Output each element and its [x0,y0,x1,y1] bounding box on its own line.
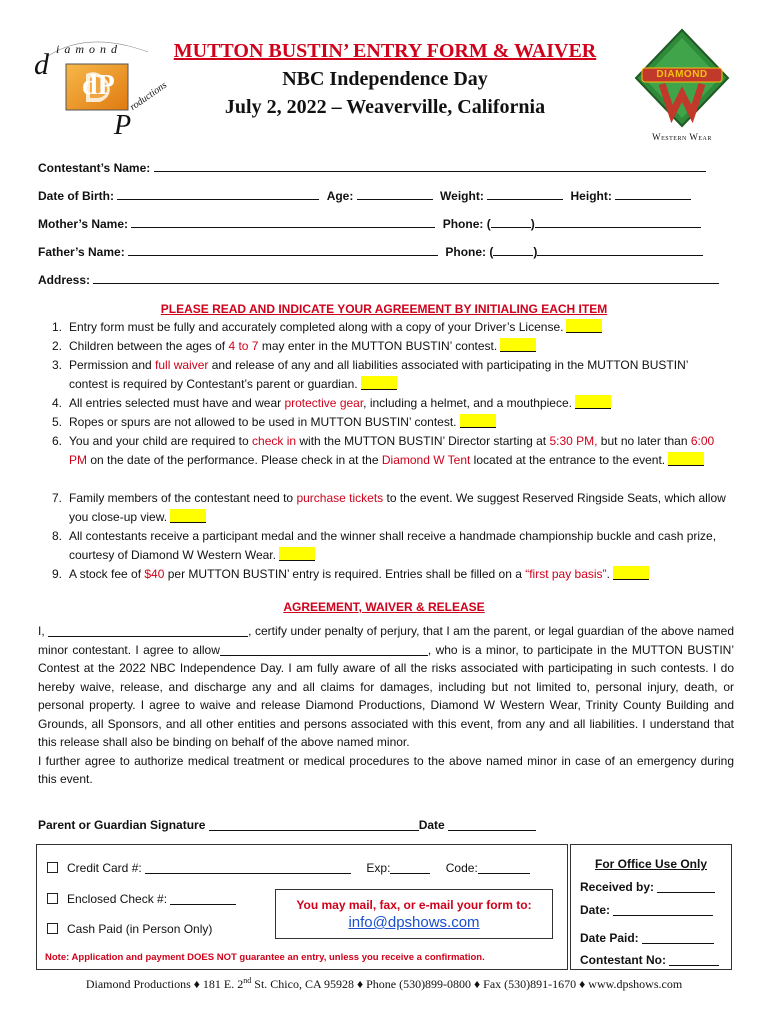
father-name-label: Father’s Name: [38,245,125,259]
list-item [38,318,730,337]
height-field[interactable] [615,188,691,200]
form-title: MUTTON BUSTIN’ ENTRY FORM & WAIVER [173,40,597,62]
item-text: on the date of the performance. Please check in at the [87,452,382,467]
exp-field[interactable] [390,861,430,874]
item-text: located at the entrance to the event. [470,452,666,467]
item-number: 7. [51,491,62,505]
list-item [38,337,730,356]
item-text: may enter in the MUTTON BUSTIN’ contest. [258,339,498,353]
item-text: Children between the ages of [69,339,229,353]
item-text: , including a helmet, and a mouthpiece. [363,396,572,410]
mother-phone-field[interactable] [535,216,701,228]
waiver-text-p2: I further agree to authorize medical treatment or medical procedures to the above named minor in case of an emergency during this event. [38,753,734,786]
waiver-text-c: , who is a minor, to participate in the MUTTON BUSTIN’ Contest at the 2022 NBC Independence Day. I am fully aware of all the risks associated with participating in such contests. I do hereby waive, release, and discharge any and all claims for damages, including but not limited to, personal injury, death, or personal property. I agree to waive and release Diamond Productions, Diamond W Western Wear, Trinity County Building and Grounds, all Sponsors, and all other entities and persons associated with this event, from any and all liabilities. I understand that this release shall also be binding on behalf of the above named minor. [38,642,735,749]
address-row [38,272,728,287]
item-text: All contestants receive a participant medal and the winner shall receive a handmade championship buckle and cash prize, courtesy of Diamond W Western Wear. [69,529,717,562]
diamond-w-logo [632,28,732,150]
credit-card-label: Credit Card #: [67,861,142,875]
item-highlight: $40 [144,567,165,581]
father-phone-area-field[interactable] [493,244,533,256]
footer-contact [38,976,730,992]
waiver-text [38,622,734,789]
contestant-name-label: Contestant’s Name: [38,161,151,175]
item-number: 6. [51,434,62,448]
item-number: 9. [51,567,62,581]
item-text: to the event. We suggest Reserved Ringside Seats, which allow you close-up view. [69,491,726,524]
contestant-name-field[interactable] [154,160,706,172]
date-paid-field[interactable] [642,931,714,944]
mother-name-label: Mother’s Name: [38,217,129,231]
signature-date-label: Date [418,818,445,832]
exp-label: Exp: [366,861,391,875]
footer-sup: nd [243,976,252,985]
address-field[interactable] [93,272,719,284]
signature-field[interactable] [209,818,419,831]
credit-card-field[interactable] [145,861,351,874]
credit-card-checkbox[interactable] [47,862,58,873]
dob-label: Date of Birth: [38,189,114,203]
contestant-no-row [580,953,719,967]
father-phone-label: Phone: ( [445,245,494,259]
item-number: 2. [51,339,62,353]
height-label: Height: [570,189,612,203]
initial-box[interactable] [668,452,704,466]
address-label: Address: [38,273,91,287]
cash-checkbox[interactable] [47,923,58,934]
item-text: but no later than [597,434,691,448]
office-date-label: Date: [580,903,611,917]
signature-date-field[interactable] [448,818,536,831]
waiver-heading: AGREEMENT, WAIVER & RELEASE [283,600,485,614]
mail-instructions: You may mail, fax, or e-mail your form to: [296,898,532,912]
mother-name-field[interactable] [131,216,435,228]
item-text: You and your child are required to [69,434,253,448]
payment-box [36,844,568,970]
office-use-box [570,844,732,970]
email-link[interactable]: info@dpshows.com [348,914,480,931]
cash-label: Cash Paid (in Person Only) [67,922,213,936]
code-field[interactable] [478,861,530,874]
item-highlight: 4 to 7 [228,339,259,353]
item-number: 4. [51,396,62,410]
signature-row [38,818,536,832]
father-phone-field[interactable] [537,244,703,256]
western-wear-caption: Western Wear [652,132,712,142]
logo-letters-bottom: roductions [128,79,170,114]
weight-field[interactable] [487,188,563,200]
initial-box[interactable] [460,414,496,428]
item-text: Permission and [69,358,156,372]
initial-box[interactable] [566,319,602,333]
office-date-field[interactable] [613,903,713,916]
check-number-field[interactable] [170,892,236,905]
waiver-text-a: I, [38,624,45,638]
waiver-text-b: , certify under penalty of perjury, that I am the parent, or legal guardian of the above named minor contestant. I agree to allow [38,624,734,657]
received-by-row [580,880,715,894]
item-text: Ropes or spurs are not allowed to be used in MUTTON BUSTIN’ contest. [69,415,457,429]
check-label: Enclosed Check #: [67,892,168,906]
item-text: Entry form must be fully and accurately completed along with a copy of your Driver’s License. [69,320,564,334]
logo-letter-p: P [114,110,132,141]
item-number: 8. [51,529,62,543]
item-highlight: 6:00 PM [69,434,715,467]
initial-box[interactable] [575,395,611,409]
mother-phone-close: ) [530,217,535,231]
dob-field[interactable] [117,188,319,200]
item-number: 1. [51,320,62,334]
contestant-no-label: Contestant No: [580,953,666,967]
logo-letters-top: iamond [56,42,122,56]
list-item [38,432,730,488]
diamond-w-logo-line1: DIAMOND [656,69,708,80]
date-paid-row [580,931,714,945]
office-use-heading: For Office Use Only [594,857,708,871]
mail-info-box [275,889,553,939]
item-number: 3. [51,358,62,372]
minor-name-field[interactable] [220,643,428,656]
contestant-no-field[interactable] [669,953,719,966]
item-highlight: check in [252,434,297,448]
guardian-name-field[interactable] [48,624,248,637]
mother-row [38,216,728,231]
date-paid-label: Date Paid: [580,931,639,945]
age-label: Age: [326,189,354,203]
list-item [38,527,730,565]
instructions-heading: PLEASE READ AND INDICATE YOUR AGREEMENT BY INITIALING EACH ITEM [160,302,608,316]
initial-box[interactable] [613,566,649,580]
initial-box[interactable] [361,376,397,390]
item-number: 5. [51,415,62,429]
item-highlight: protective gear [284,396,364,410]
footer-text-b: St. Chico, CA 95928 ♦ Phone (530)899-0800 ♦ Fax (530)891-1670 ♦ www.dpshows.com [251,977,683,991]
list-item [38,356,730,394]
initial-box[interactable] [500,338,536,352]
father-row [38,244,728,259]
credit-card-row [47,861,530,875]
father-name-field[interactable] [128,244,438,256]
item-text: All entries selected must have and wear [69,396,285,410]
event-date-location: July 2, 2022 – Weaverville, California [224,96,546,118]
weight-label: Weight: [440,189,484,203]
dob-row [38,188,728,203]
item-highlight: 5:30 PM, [549,434,598,448]
payment-note: Note: Application and payment DOES NOT guarantee an entry, unless you receive a confirmation. [45,952,485,963]
initial-box[interactable] [279,547,315,561]
item-text: . [606,567,610,581]
item-text: per MUTTON BUSTIN’ entry is required. Entries shall be filled on a [164,567,526,581]
item-text: with the MUTTON BUSTIN’ Director starting at [296,434,550,448]
logo-letters-dp: dP [82,70,115,101]
item-text: and release of any and all liabilities associated with participating in the MUTTON BUSTIN’ contest is required by Contestant’s parent or guardian. [69,358,688,391]
list-item [38,413,730,432]
item-text: Family members of the contestant need to [69,491,297,505]
item-highlight: “first pay basis” [525,567,607,581]
item-text: A stock fee of [69,567,145,581]
check-row [47,892,236,906]
office-date-row [580,903,713,917]
list-item [38,394,730,413]
received-by-label: Received by: [580,880,655,894]
father-phone-close: ) [533,245,538,259]
mother-phone-area-field[interactable] [491,216,531,228]
signature-label: Parent or Guardian Signature [38,818,206,832]
footer-text-a: Diamond Productions ♦ 181 E. 2 [85,977,244,991]
event-name: NBC Independence Day [282,68,488,90]
contestant-name-row [38,160,728,175]
mother-phone-label: Phone: ( [442,217,491,231]
code-label: Code: [445,861,478,875]
logo-letter-d: d [34,48,49,81]
item-highlight: full waiver [155,358,209,372]
initial-box[interactable] [170,509,206,523]
diamond-w-logo-line2 [672,84,692,85]
item-highlight: purchase tickets [296,491,384,505]
list-item [38,565,730,584]
check-checkbox[interactable] [47,893,58,904]
received-by-field[interactable] [657,880,715,893]
cash-row [47,922,212,936]
age-field[interactable] [357,188,433,200]
item-highlight: Diamond W Tent [381,452,471,467]
list-item [38,489,730,527]
